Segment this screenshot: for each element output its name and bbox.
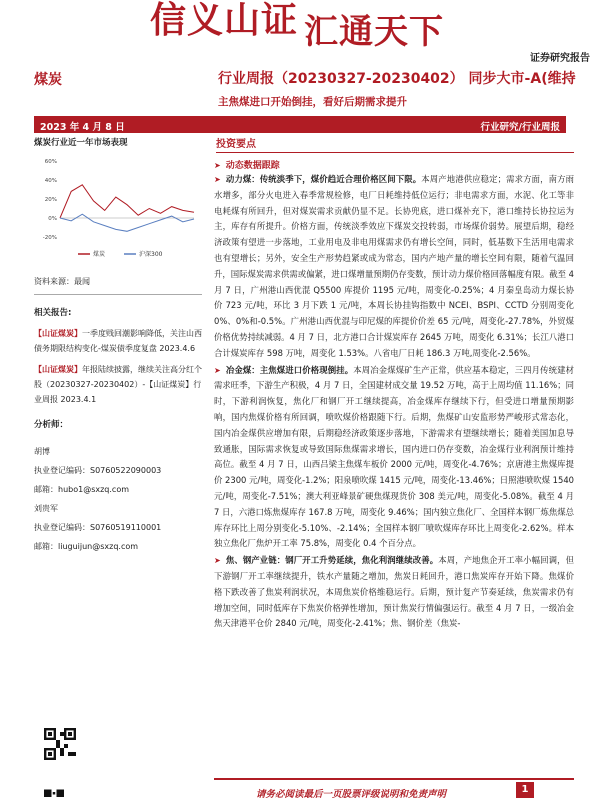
chart-source: 资料来源：最闻 [34,277,90,286]
company-logo [150,0,450,52]
analyst-name: 刘贵军 [34,504,58,513]
paragraph-lead: 冶金煤：主焦煤进口价格现倒挂。 [225,364,354,375]
subsection-title [214,158,574,171]
related-heading: 相关报告: [34,308,72,318]
arrow-right-icon: ➤ [214,556,221,566]
qr-code-icon [44,728,76,760]
arrow-right-icon: ➤ [214,365,221,375]
section-title: 投资要点 [216,135,574,153]
y-tick-label: 20% [44,197,57,203]
footer-divider [214,778,574,780]
chart-heading: 煤炭行业近一年市场表现 [34,138,128,148]
paragraph-lead: 焦、钢产业链：钢厂开工升势延续，焦化利润继续改善。 [225,555,439,566]
logo-text-right: 汇通天下 [304,12,444,52]
paragraph-text: 本周，产地焦企开工率小幅回调，但下游钢厂开工率继续提升，铁水产量随之增加，焦炭日耗回升，港口焦炭库存开始下降。焦煤价格下跌改善了焦炭利润状况，本周焦炭价格维稳运行。后期，预计复产节奏延续，焦炭需求仍有增加空间，同时低库存下焦炭价格弹性增加，预计焦炭行情偏强运行。截至 4 月 7 日，一级冶金焦天津港平仓价 2840 元/吨，周变化-2.41%；焦、钢价差（焦炭- [214,555,575,629]
paragraph-thermal-coal [214,172,574,362]
series-line [60,214,194,231]
paragraph-coking-coal [214,363,574,553]
related-text: 一季度贱回潮影响降低，关注山西债务期限结构变化-煤炭债季度复盘 2023.4.6 [34,329,202,353]
report-type: 证券研究报告 [530,53,590,64]
y-tick-label: -20% [42,235,57,241]
analyst-name: 胡博 [34,447,50,456]
analyst-cert: 执业登记编码：S0760522090003 [34,466,162,475]
divider [34,294,202,295]
logo-text-left: 信义山证 [150,0,299,41]
footer-disclaimer: 请务必阅读最后一页股票评级说明和免责声明 [256,789,447,800]
performance-chart [34,153,202,263]
analyst-block [34,442,202,556]
page-number: 1 [516,782,534,798]
date-band [34,116,566,133]
analyst-heading: 分析师： [34,420,69,430]
report-category: 行业研究/行业周报 [480,122,560,133]
related-date: 2023.4.1 [60,395,97,404]
sidebar [34,137,202,556]
y-tick-label: 60% [44,159,57,165]
paragraph-lead: 动力煤：传统淡季下，煤价趋近合理价格区间下限。 [225,174,422,184]
analyst-cert: 执业登记编码：S0760519110001 [34,523,162,532]
y-tick-label: 40% [44,178,57,184]
report-title: 行业周报（20230327-20230402） 同步大市-A(维持 [218,71,576,87]
analyst-email[interactable]: 邮箱：hubo1@sxzq.com [34,485,130,494]
legend-label: 煤炭 [93,251,106,258]
main-content [214,135,574,632]
industry-label: 煤炭 [34,72,62,88]
related-tag: 【山证煤炭】 [34,329,82,338]
related-report[interactable] [34,326,202,356]
paragraph-text: 本周产地港供应稳定；需求方面，南方雨水增多，部分火电进入春季常规检修，电厂日耗维持低位运行；非电需求方面，水泥、化工等非电耗煤有所回升，但对煤炭需求贡献仍显不足。长协兜底，进口煤补充下，港口维持长协拉运为主，库存有所提升。价格方面，传统淡季效应下煤炭交投转弱，市场煤价弱势。展望后期，稳经济政策有望进一步落地，工业用电及非电用煤需求仍有增长空间，同时，低基数下生活用电需求也有望增长；另外，安全生产形势趋紧或成为常态，国内产地产量的增长空间有限，随着气温回升，国际煤炭需求供需或偏紧，进口煤增量预期仍存变数，预计动力煤价格回落幅度有限。截至 4 月 7 日，广州港山西优混 Q5500 库提价 1195 元/吨，周变化-0.25%；4 月秦皇岛动力煤长协价 723 元/吨，环比 3 月下跌 1 元/吨，本周长协挂钩指数中 NCEI、BSPI、CCTD 分别周变化 0%、0%和-0.5%。广州港山西优混与印尼煤的库提价价差 65 元/吨，周变化-27.78%，外贸煤价格优势持续减弱。4 月 7 日，北方港口合计煤炭库存 2645 万吨，周变化 6.31%；长江八港口合计煤炭库存 598 万吨，周变化 1.53%。八省电厂日耗 186.3 万吨,周变化-2.56%。 [214,174,575,358]
series-line [60,185,194,218]
paragraph-text: 本周冶金煤煤矿生产正常，供应基本稳定，三四月传统建材需求旺季，下游生产积极，4 月 7 日，全国建材成交量 19.52 万吨，高于上周均值 11.16%；同时，下游利润恢复，焦化厂和钢厂开工继续提高，冶金煤库存继续下行，但受进口增量预期影响，国内焦煤价格有所回调，喷吹煤价格跟随下行。后期，焦煤矿山安监形势严峻形式常态化，国内冶金煤供应增加有限，后期稳经济政策逐步落地，下游需求有望继续增长；随着美国加息导致通胀，国际需求恢复或导致国际焦煤需求增长，国内进口仍存变数，冶金煤行业利润预计维持高位。截至 4 月 7 日，山西吕梁主焦煤车板价 2000 元/吨，周变化-4.76%；京唐港主焦煤库提价 2300 元/吨，周变化-1.2%；阳泉喷吹煤 1415 元/吨，周变化-13.46%；日照港喷吹煤 1540 元/吨，周变化-7.51%；澳大利亚峰景矿硬焦煤现货价 308 美元/吨，周变化-5.08%。截至 4 月 7 日，六港口炼焦煤库存 167.8 万吨，周变化 9.46%；国内独立焦化厂、全国样本钢厂炼焦煤总库存环比上周分别变化-5.10%、-2.14%；全国样本钢厂喷吹煤库存环比上周变化-2.62%。样本独立焦化厂焦炉开工率 75.8%，周变化 0.4 个百分点。 [214,364,574,549]
paragraph-coke-steel [214,553,574,632]
related-report[interactable] [34,362,202,407]
related-tag: 【山证煤炭】 [34,365,82,374]
report-date: 2023 年 4 月 8 日 [40,122,125,133]
report-subtitle: 主焦煤进口开始倒挂，看好后期需求提升 [218,96,407,108]
subsection-label: 动态数据跟踪 [225,161,280,171]
arrow-right-icon: ➤ [214,175,221,184]
arrow-right-icon: ➤ [214,161,221,170]
analyst-email[interactable]: 邮箱：liuguijun@sxzq.com [34,542,139,551]
qr-code-small-icon [44,789,64,800]
legend-label: 沪深300 [139,251,163,258]
related-text: 年报陆续披露，继续关注高分红个股（20230327-20230402）-【山证煤炭】行业周报 [34,365,202,404]
y-tick-label: 0% [48,216,57,222]
